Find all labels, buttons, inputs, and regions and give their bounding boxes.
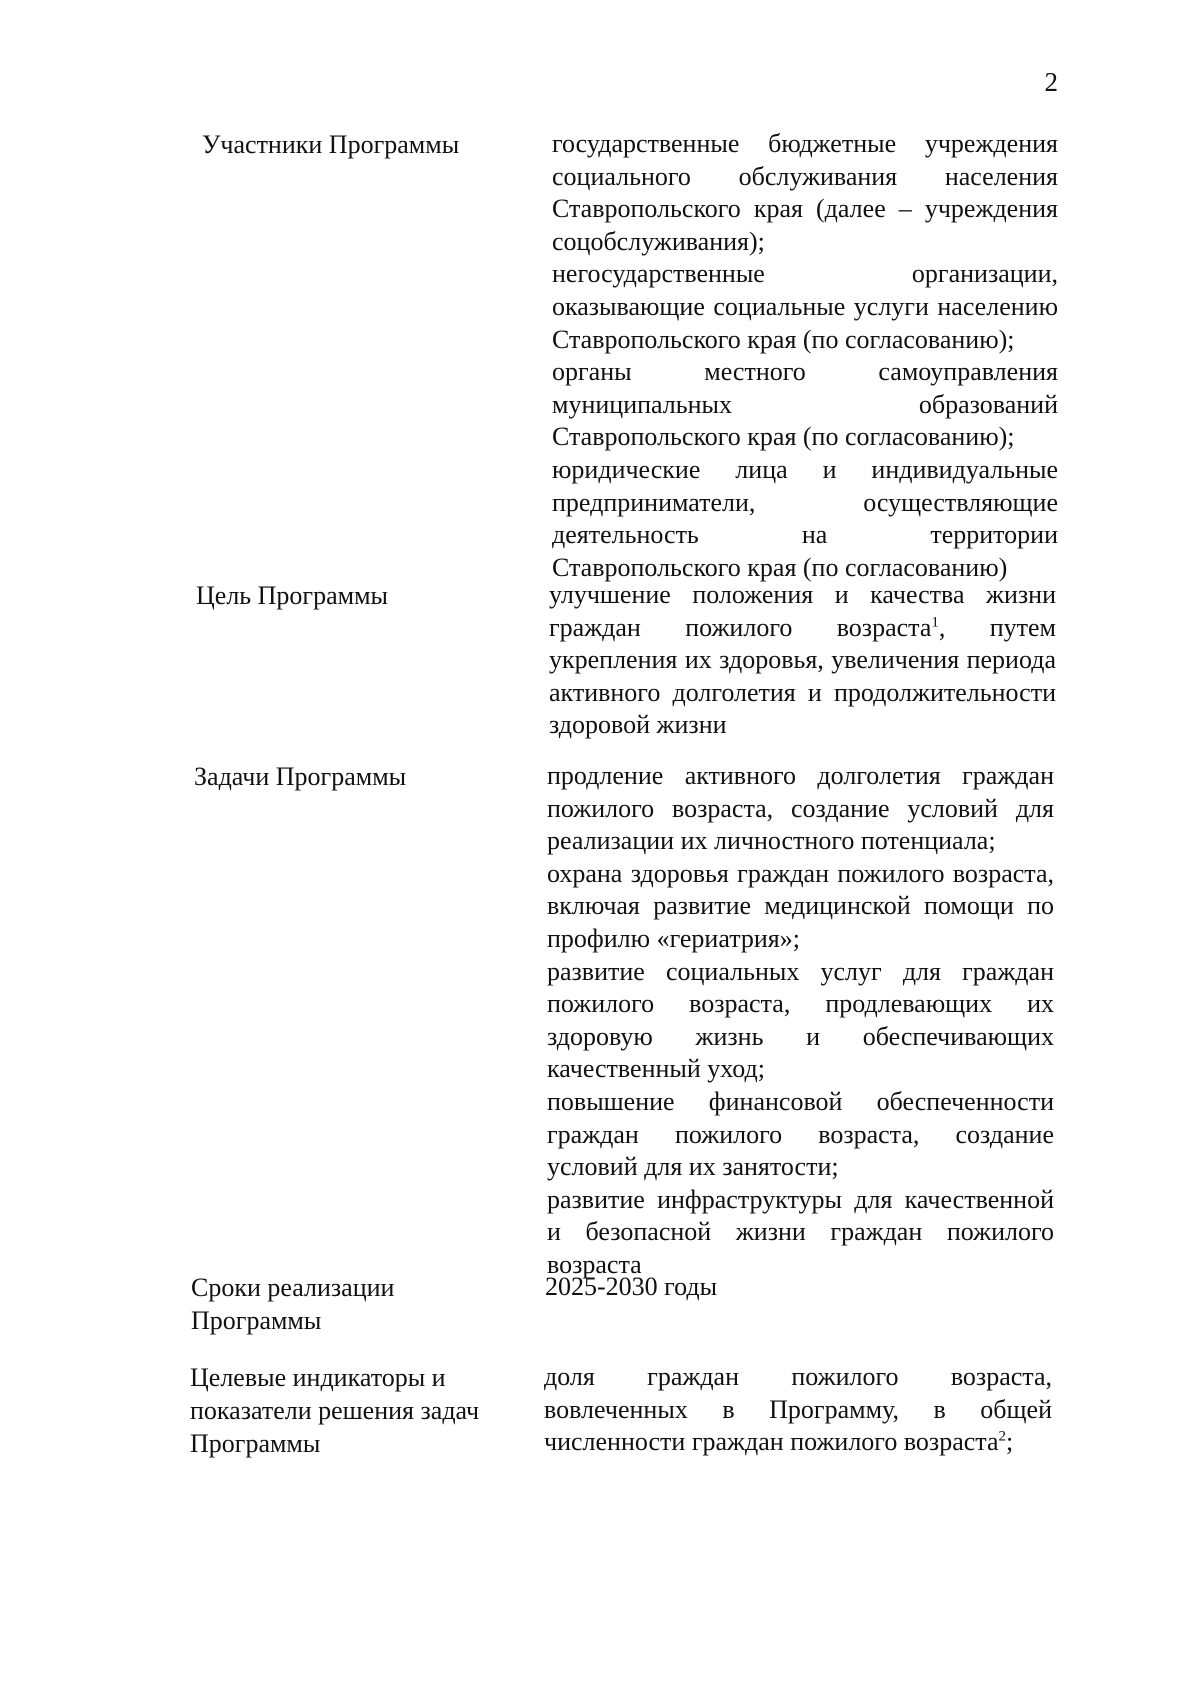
terms-label: Сроки реализации Программы (191, 1273, 395, 1335)
participant-item: государственные бюджетные учреждения социального обслуживания населения Ставропольского края (далее – учреждения соцобслуживания); (552, 129, 1058, 256)
goal-label: Цель Программы (196, 581, 389, 610)
participant-item: юридические лица и индивидуальные предприниматели, осуществляющие деятельность на территории Ставропольского края (по согласованию) (552, 454, 1058, 582)
task-item: продление активного долголетия граждан пожилого возраста, создание условий для реализации их личностного потенциала; (547, 761, 1054, 856)
participant-item: органы местного самоуправления муниципальных образований Ставропольского края (по согласованию); (552, 357, 1058, 452)
indicator-text-end: ; (1006, 1427, 1014, 1457)
footnote-marker: 1 (931, 613, 939, 630)
task-item: развитие социальных услуг для граждан пожилого возраста, продлевающих их здоровую жизнь и обеспечивающих качественный уход; (547, 956, 1054, 1084)
goal-text (549, 579, 1056, 742)
goal-value (549, 579, 1056, 742)
participants-value (552, 128, 1058, 584)
task-item: охрана здоровья граждан пожилого возраста, включая развитие медицинской помощи по профилю «гериатрия»; (547, 858, 1054, 953)
footnote-marker: 2 (998, 1428, 1006, 1445)
goal-text-start: улучшение положения и качества жизни граждан пожилого возраста (549, 580, 1056, 642)
task-item: развитие инфраструктуры для качественной и безопасной жизни граждан пожилого возраста (547, 1184, 1054, 1279)
indicator-text-start: доля граждан пожилого возраста, вовлеченных в Программу, в общей численности граждан пожилого возраста (544, 1362, 1052, 1457)
page-number: 2 (1044, 67, 1058, 97)
indicator-text (544, 1361, 1052, 1459)
task-item: повышение финансовой обеспеченности граждан пожилого возраста, создание условий для их занятости; (547, 1086, 1054, 1182)
participants-label: Участники Программы (202, 130, 460, 159)
indicators-label: Целевые индикаторы и показатели решения задач Программы (190, 1363, 480, 1458)
goal-text-end: , путем укрепления их здоровья, увеличения периода активного долголетия и продолжительности здоровой жизни (549, 612, 1056, 740)
tasks-value (547, 760, 1054, 1282)
terms-value (545, 1271, 1052, 1304)
terms-text: 2025-2030 годы (545, 1272, 718, 1301)
indicators-value (544, 1361, 1052, 1459)
tasks-label: Задачи Программы (194, 762, 407, 791)
participant-item: негосударственные организации, оказывающие социальные услуги населению Ставропольского края (по согласованию); (552, 259, 1058, 354)
